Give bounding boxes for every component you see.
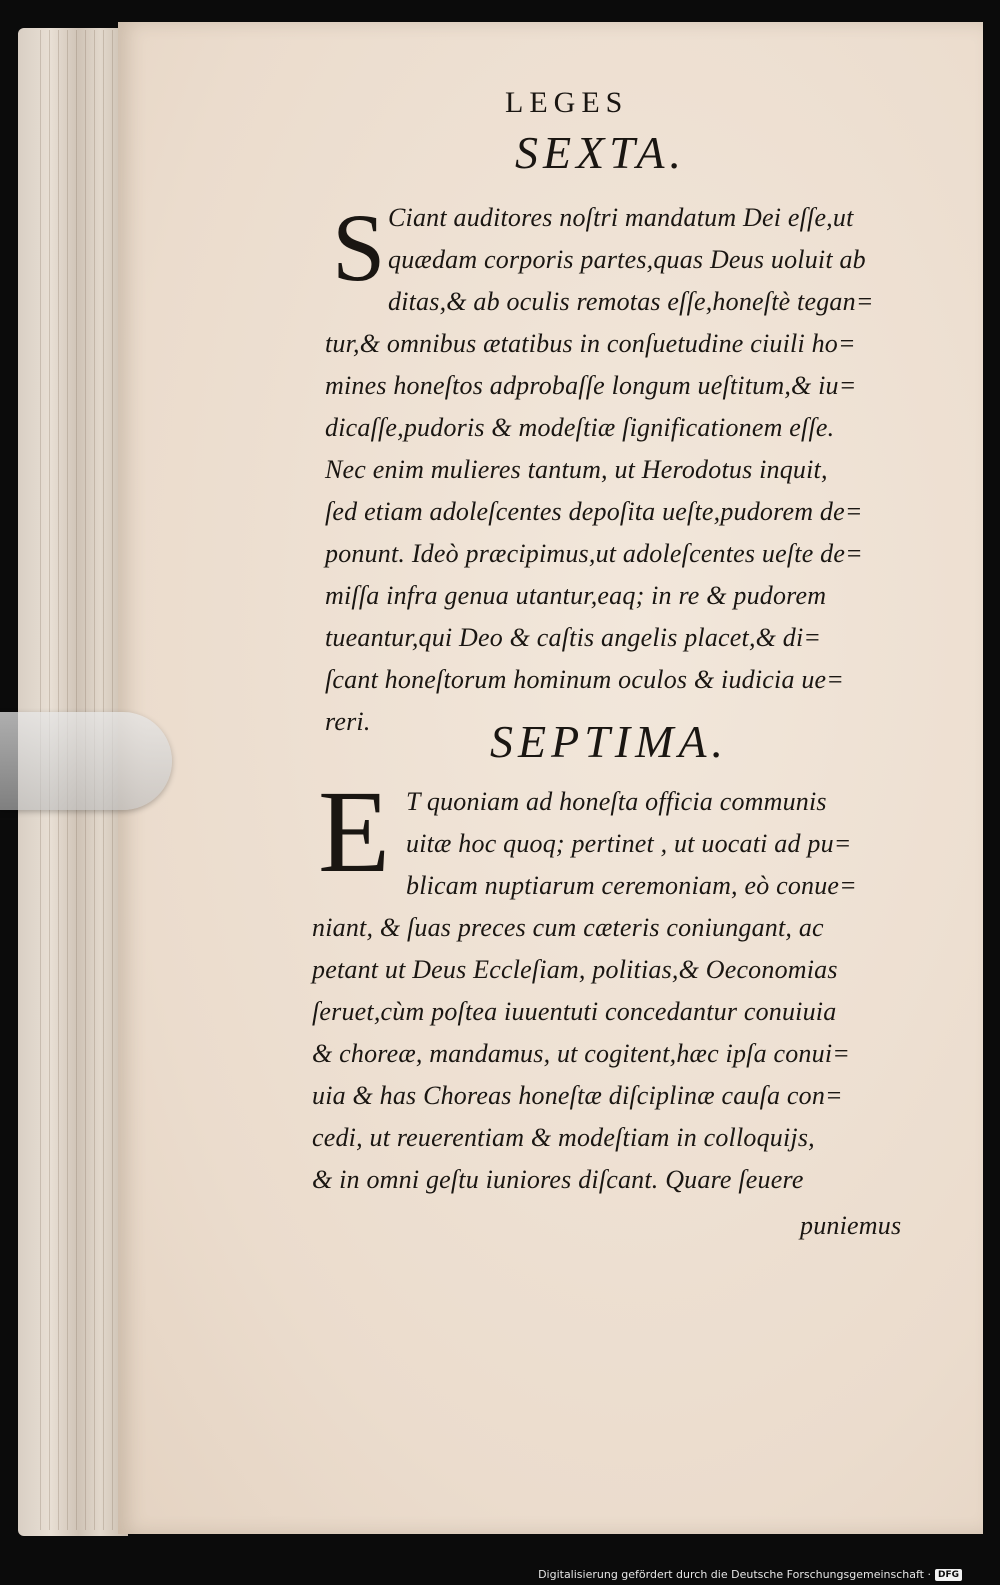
text-line: dicaſſe,pudoris & modeſtiæ ſignificationem eſſe.: [325, 413, 835, 442]
text-line: petant ut Deus Eccleſiam, politias,& Oeconomias: [312, 955, 838, 984]
text-line: quædam corporis partes,quas Deus uoluit ab: [388, 245, 866, 274]
text-line: tur,& omnibus ætatibus in conſuetudine ciuili ho=: [325, 329, 856, 358]
running-head: LEGES: [505, 86, 629, 119]
text-line: tueantur,qui Deo & caſtis angelis placet,& di=: [325, 623, 822, 652]
text-line: & in omni geſtu iuniores diſcant. Quare ſeuere: [312, 1165, 804, 1194]
catchword: puniemus: [800, 1211, 902, 1240]
digitization-credit: [538, 1568, 962, 1581]
text-line: uia & has Choreas honeſtæ diſciplinæ cauſa con=: [312, 1081, 843, 1110]
text-line: cedi, ut reuerentiam & modeſtiam in colloquijs,: [312, 1123, 815, 1152]
text-line: ditas,& ab oculis remotas eſſe,honeſtè tegan=: [388, 287, 874, 316]
text-line: ſcant honeſtorum hominum oculos & iudicia ue=: [325, 665, 845, 694]
text-line: ſed etiam adoleſcentes depoſita ueſte,pudorem de=: [325, 497, 863, 526]
text-line: blicam nuptiarum ceremoniam, eò conue=: [406, 871, 857, 900]
text-line: reri.: [325, 707, 371, 736]
text-line: mines honeſtos adprobaſſe longum ueſtitum,& iu=: [325, 371, 857, 400]
text-line: ponunt. Ideò præcipimus,ut adoleſcentes ueſte de=: [325, 539, 863, 568]
text-line: miſſa infra genua utantur,eaq; in re & pudorem: [325, 581, 827, 610]
dropcap-e: E: [318, 766, 391, 897]
footer-text: Digitalisierung gefördert durch die Deutsche Forschungsgemeinschaft ·: [538, 1568, 931, 1581]
text-line: uitæ hoc quoq; pertinet , ut uocati ad pu=: [406, 829, 852, 858]
page-clip: [0, 712, 172, 810]
text-line: niant, & ſuas preces cum cæteris coniungant, ac: [312, 913, 824, 942]
dfg-logo: DFG: [935, 1569, 962, 1581]
text-line: & choreæ, mandamus, ut cogitent,hæc ipſa conui=: [312, 1039, 850, 1068]
section-title-sexta: SEXTA.: [515, 127, 686, 178]
text-line: Ciant auditores noſtri mandatum Dei eſſe,ut: [388, 203, 854, 232]
text-line: Nec enim mulieres tantum, ut Herodotus inquit,: [325, 455, 828, 484]
dropcap-s: S: [332, 194, 386, 301]
text-line: T quoniam ad honeſta officia communis: [406, 787, 827, 816]
section-title-septima: SEPTIMA.: [490, 716, 729, 767]
text-line: ſeruet,cùm poſtea iuuentuti concedantur conuiuia: [312, 997, 837, 1026]
